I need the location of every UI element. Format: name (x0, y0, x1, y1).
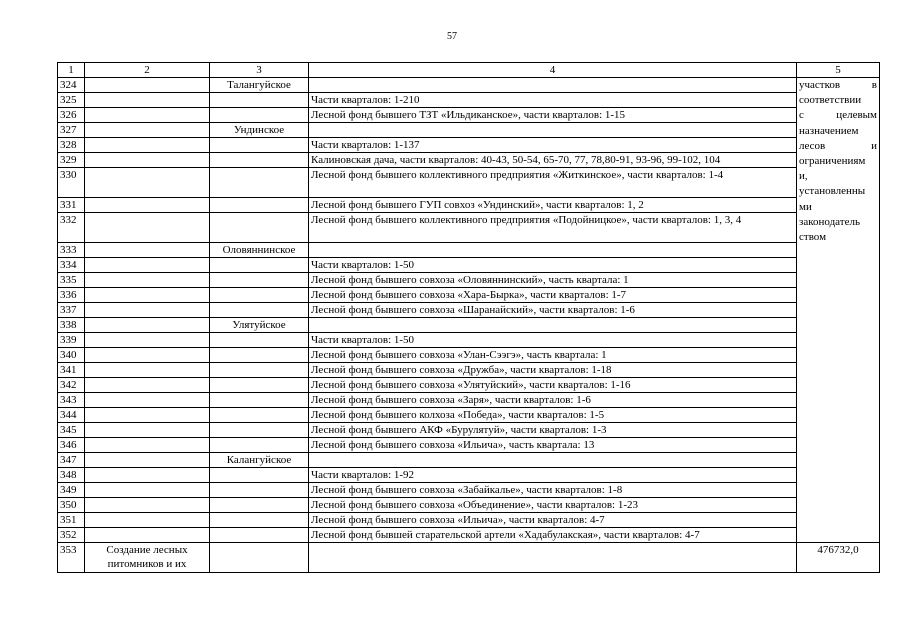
table-row (58, 108, 880, 123)
row-number: 345 (58, 423, 85, 438)
forest-description-text: Лесной фонд бывшего коллективного предприятия «Подойницкое», части кварталов: 1, 3, 4 (311, 214, 742, 226)
row-number: 353 (58, 543, 85, 573)
forest-description (309, 273, 797, 288)
forest-description-text: Лесной фонд бывшего коллективного предприятия «Житкинское», части кварталов: 1-4 (311, 169, 724, 181)
purpose-text-line: с целевым (799, 109, 877, 122)
row-number: 337 (58, 303, 85, 318)
table-row (58, 408, 880, 423)
row-col2 (85, 168, 210, 198)
table-row (58, 198, 880, 213)
forest-description (309, 153, 797, 168)
purpose-text-line: соответствии (799, 94, 862, 107)
row-col2 (85, 273, 210, 288)
forest-description (309, 303, 797, 318)
column-header-2: 2 (85, 63, 210, 78)
row-number: 330 (58, 168, 85, 198)
row-number: 340 (58, 348, 85, 363)
row-col2 (85, 528, 210, 543)
purpose-text-line: установленны (799, 185, 866, 198)
forest-description (309, 213, 797, 243)
row-number: 324 (58, 78, 85, 93)
district-name (210, 408, 309, 423)
forest-description-text: Лесной фонд бывшей старательской артели «Хадабулакская», части кварталов: 4-7 (311, 529, 700, 541)
district-name (210, 153, 309, 168)
district-name (210, 198, 309, 213)
row-col2 (85, 303, 210, 318)
forest-description-text: Лесной фонд бывшего ТЗТ «Ильдиканское», части кварталов: 1-15 (311, 109, 626, 121)
row-col2 (85, 348, 210, 363)
row-number: 339 (58, 333, 85, 348)
district-name (210, 138, 309, 153)
forest-description (309, 288, 797, 303)
table-row (58, 363, 880, 378)
purpose-text-line: ством (799, 231, 827, 244)
table-row (58, 513, 880, 528)
row-col2 (85, 123, 210, 138)
district-name: Улятуйское (210, 318, 309, 333)
purpose-text-line: законодатель (799, 215, 860, 228)
district-name (210, 93, 309, 108)
table-row (58, 423, 880, 438)
table-row (58, 258, 880, 273)
forest-description (309, 123, 797, 138)
purpose-text-line: участков в (799, 79, 877, 91)
forest-description (309, 243, 797, 258)
purpose-text-line: назначением (799, 124, 859, 137)
row-number: 346 (58, 438, 85, 453)
row-col2 (85, 468, 210, 483)
row-col2 (85, 93, 210, 108)
table-row (58, 543, 880, 573)
forest-description-text: Части кварталов: 1-50 (311, 259, 415, 271)
column-header-5: 5 (797, 63, 880, 78)
forest-description (309, 483, 797, 498)
forest-description (309, 453, 797, 468)
forest-description (309, 528, 797, 543)
row-number: 333 (58, 243, 85, 258)
forest-description-text: Лесной фонд бывшего колхоза «Победа», части кварталов: 1-5 (311, 409, 605, 421)
column-header-4: 4 (309, 63, 797, 78)
row-number: 331 (58, 198, 85, 213)
forest-description-text: Лесной фонд бывшего совхоза «Ильича», часть квартала: 13 (311, 439, 595, 451)
table-row (58, 483, 880, 498)
district-name (210, 288, 309, 303)
row-number: 334 (58, 258, 85, 273)
forest-description-text: Лесной фонд бывшего совхоза «Оловяннинский», часть квартала: 1 (311, 274, 629, 286)
forest-description-text: Лесной фонд бывшего совхоза «Улятуйский», части кварталов: 1-16 (311, 379, 631, 391)
table-row (58, 168, 880, 198)
row-number: 341 (58, 363, 85, 378)
table-row (58, 468, 880, 483)
row-number: 348 (58, 468, 85, 483)
district-name (210, 393, 309, 408)
district-name (210, 333, 309, 348)
forest-description-text: Лесной фонд бывшего совхоза «Улан-Сээгэ», часть квартала: 1 (311, 349, 607, 361)
row-col2 (85, 318, 210, 333)
table-row (58, 333, 880, 348)
forest-description (309, 468, 797, 483)
forest-description (309, 363, 797, 378)
row-col2 (85, 513, 210, 528)
forest-description (309, 513, 797, 528)
table-row (58, 498, 880, 513)
row-number: 351 (58, 513, 85, 528)
purpose-text-line: лесов и (799, 139, 877, 152)
row-col2 (85, 78, 210, 93)
forest-description (309, 423, 797, 438)
row-col2 (85, 453, 210, 468)
forest-description (309, 168, 797, 198)
forest-description (309, 378, 797, 393)
row-col2 (85, 393, 210, 408)
forest-description (309, 408, 797, 423)
row-col2 (85, 198, 210, 213)
table-row (58, 288, 880, 303)
forest-description (309, 78, 797, 93)
forest-description (309, 498, 797, 513)
table-row (58, 213, 880, 243)
table-row (58, 393, 880, 408)
row-col2 (85, 243, 210, 258)
row-col2 (85, 423, 210, 438)
forest-description (309, 393, 797, 408)
district-name: Талангуйское (210, 78, 309, 93)
district-name (210, 348, 309, 363)
district-name: Ундинское (210, 123, 309, 138)
row-col2 (85, 378, 210, 393)
row-number: 327 (58, 123, 85, 138)
table-row (58, 453, 880, 468)
table-row (58, 243, 880, 258)
table-row (58, 78, 880, 93)
header-row (58, 63, 880, 78)
row-number: 344 (58, 408, 85, 423)
row-col2 (85, 363, 210, 378)
district-name (210, 468, 309, 483)
forest-description-text: Лесной фонд бывшего совхоза «Хара-Бырка», части кварталов: 1-7 (311, 289, 627, 301)
forest-description-text: Лесной фонд бывшего совхоза «Объединение», части кварталов: 1-23 (311, 499, 639, 511)
row-number: 338 (58, 318, 85, 333)
column-header-3: 3 (210, 63, 309, 78)
table-row (58, 348, 880, 363)
table-row (58, 378, 880, 393)
row-number: 350 (58, 498, 85, 513)
row-number: 335 (58, 273, 85, 288)
row-number: 343 (58, 393, 85, 408)
row-number: 352 (58, 528, 85, 543)
district-name (210, 303, 309, 318)
district-name (210, 528, 309, 543)
area-value: 476732,0 (797, 543, 880, 573)
forest-table (57, 62, 880, 573)
forest-description-text: Части кварталов: 1-50 (311, 334, 415, 346)
table-row (58, 438, 880, 453)
forest-description-text: Лесной фонд бывшего ГУП совхоз «Ундинский», части кварталов: 1, 2 (311, 199, 644, 211)
forest-description-text: Части кварталов: 1-92 (311, 469, 415, 481)
table-row (58, 318, 880, 333)
purpose-text-line: ограничениям (799, 155, 866, 168)
district-name (210, 423, 309, 438)
row-number: 349 (58, 483, 85, 498)
row-col2 (85, 108, 210, 123)
district-name (210, 498, 309, 513)
forest-description (309, 258, 797, 273)
district-name (210, 258, 309, 273)
row-number: 342 (58, 378, 85, 393)
district-name (210, 378, 309, 393)
row-col2 (85, 333, 210, 348)
forest-description-text: Лесной фонд бывшего совхоза «Заря», части кварталов: 1-6 (311, 394, 591, 406)
row-col4 (309, 543, 797, 573)
purpose-text-line: и, (799, 170, 808, 183)
row-col2 (85, 213, 210, 243)
table-row (58, 528, 880, 543)
row-number: 326 (58, 108, 85, 123)
district-name (210, 213, 309, 243)
row-number: 325 (58, 93, 85, 108)
forest-description-text: Лесной фонд бывшего совхоза «Дружба», части кварталов: 1-18 (311, 364, 612, 376)
row-number: 329 (58, 153, 85, 168)
row-col2 (85, 408, 210, 423)
district-name (210, 483, 309, 498)
district-name (210, 168, 309, 198)
row-number: 328 (58, 138, 85, 153)
table-row (58, 93, 880, 108)
forest-description-text: Лесной фонд бывшего совхоза «Шаранайский», части кварталов: 1-6 (311, 304, 635, 316)
table-row (58, 153, 880, 168)
table-row (58, 123, 880, 138)
forest-description (309, 198, 797, 213)
forest-description-text: Лесной фонд бывшего совхоза «Забайкалье», части кварталов: 1-8 (311, 484, 623, 496)
table-row (58, 273, 880, 288)
district-name: Оловяннинское (210, 243, 309, 258)
row-col2 (85, 258, 210, 273)
page-number: 57 (447, 31, 457, 42)
forest-description (309, 108, 797, 123)
district-name: Калангуйское (210, 453, 309, 468)
row-col3 (210, 543, 309, 573)
forest-description (309, 138, 797, 153)
forest-description (309, 318, 797, 333)
district-name (210, 273, 309, 288)
forest-description (309, 438, 797, 453)
table-row (58, 303, 880, 318)
row-col2 (85, 138, 210, 153)
row-number: 332 (58, 213, 85, 243)
district-name (210, 438, 309, 453)
purpose-text (797, 78, 880, 543)
forest-description (309, 348, 797, 363)
row-col2 (85, 438, 210, 453)
activity-name: Создание лесных питомников и их (85, 543, 210, 573)
forest-description (309, 333, 797, 348)
column-header-1: 1 (58, 63, 85, 78)
row-col2 (85, 153, 210, 168)
purpose-text-line: ми (799, 200, 812, 213)
table-row (58, 138, 880, 153)
row-number: 336 (58, 288, 85, 303)
forest-description-text: Части кварталов: 1-137 (311, 139, 420, 151)
row-number: 347 (58, 453, 85, 468)
district-name (210, 108, 309, 123)
forest-description-text: Лесной фонд бывшего совхоза «Ильича», части кварталов: 4-7 (311, 514, 605, 526)
district-name (210, 363, 309, 378)
row-col2 (85, 288, 210, 303)
row-col2 (85, 483, 210, 498)
district-name (210, 513, 309, 528)
forest-description-text: Лесной фонд бывшего АКФ «Бурулятуй», части кварталов: 1-3 (311, 424, 607, 436)
forest-description (309, 93, 797, 108)
row-col2 (85, 498, 210, 513)
forest-description-text: Части кварталов: 1-210 (311, 94, 420, 106)
forest-description-text: Калиновская дача, части кварталов: 40-43, 50-54, 65-70, 77, 78,80-91, 93-96, 99-102, 104 (311, 154, 721, 166)
